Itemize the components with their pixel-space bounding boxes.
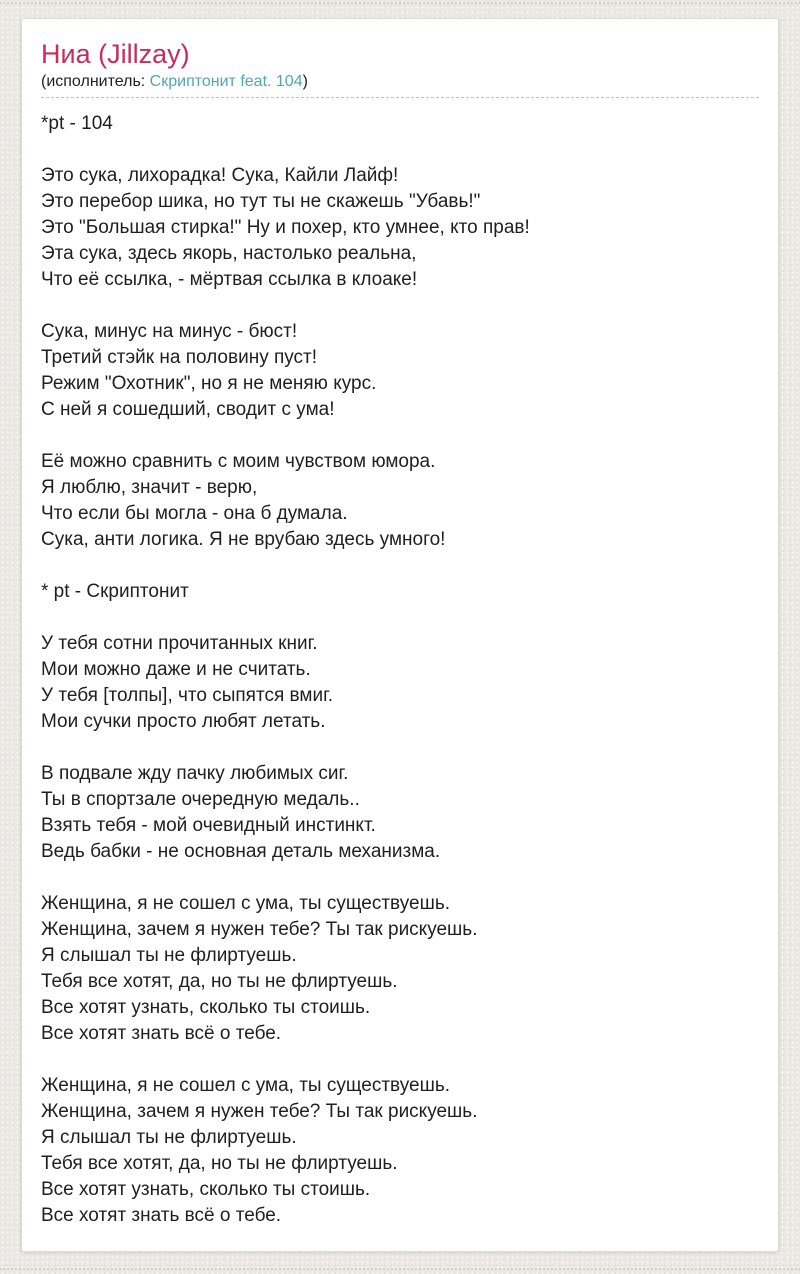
lyrics-line: Я люблю, значит - верю,	[41, 477, 258, 498]
lyrics-line: У тебя [толпы], что сыпятся вмиг.	[41, 685, 333, 706]
lyrics-line: Все хотят узнать, сколько ты стоишь.	[41, 997, 371, 1018]
lyrics-line: Женщина, я не сошел с ума, ты существуешь.	[41, 1075, 450, 1096]
stanza	[41, 163, 759, 293]
lyrics-line: Взять тебя - мой очевидный инстинкт.	[41, 815, 376, 836]
lyrics-line: Что её ссылка, - мёртвая ссылка в клоаке!	[41, 269, 418, 290]
lyrics-line: Эта сука, здесь якорь, настолько реальна,	[41, 243, 417, 264]
lyrics-line: Что если бы могла - она б думала.	[41, 503, 348, 524]
artist-line	[41, 70, 759, 98]
lyrics-line: Я слышал ты не флиртуешь.	[41, 945, 297, 966]
stanza	[41, 579, 759, 605]
page-title: Ниа (Jillzay)	[41, 39, 190, 69]
lyrics-line: *pt - 104	[41, 113, 113, 134]
artist-label-prefix: (исполнитель:	[41, 73, 150, 90]
lyrics-line: Мои сучки просто любят летать.	[41, 711, 326, 732]
lyrics-card	[21, 18, 779, 1252]
lyrics-line: Сука, минус на минус - бюст!	[41, 321, 298, 342]
lyrics-line: У тебя сотни прочитанных книг.	[41, 633, 318, 654]
stanza	[41, 1073, 759, 1229]
lyrics-line: С ней я сошедший, сводит с ума!	[41, 399, 335, 420]
lyrics-line: Все хотят узнать, сколько ты стоишь.	[41, 1179, 371, 1200]
stanza	[41, 111, 759, 137]
artist-link[interactable]: Скриптонит feat. 104	[149, 73, 303, 90]
lyrics-line: Женщина, я не сошел с ума, ты существуешь.	[41, 893, 450, 914]
lyrics-line: Женщина, зачем я нужен тебе? Ты так рискуешь.	[41, 1101, 478, 1122]
lyrics-line: В подвале жду пачку любимых сиг.	[41, 763, 349, 784]
lyrics-line: Это перебор шика, но тут ты не скажешь "Убавь!"	[41, 191, 481, 212]
lyrics-line: Тебя все хотят, да, но ты не флиртуешь.	[41, 971, 398, 992]
bottom-stitch-line	[0, 1268, 800, 1270]
lyrics-line: Я слышал ты не флиртуешь.	[41, 1127, 297, 1148]
lyrics-line: Режим "Охотник", но я не меняю курс.	[41, 373, 377, 394]
lyrics-line: * pt - Скриптонит	[41, 581, 189, 602]
lyrics-line: Все хотят знать всё о тебе.	[41, 1023, 282, 1044]
stanza	[41, 761, 759, 865]
stanza	[41, 319, 759, 423]
lyrics-line: Это "Большая стирка!" Ну и похер, кто умнее, кто прав!	[41, 217, 530, 238]
lyrics-line: Тебя все хотят, да, но ты не флиртуешь.	[41, 1153, 398, 1174]
lyrics-line: Все хотят знать всё о тебе.	[41, 1205, 282, 1226]
top-stitch-line	[0, 2, 800, 4]
lyrics-line: Сука, анти логика. Я не врубаю здесь умного!	[41, 529, 446, 550]
lyrics-line: Мои можно даже и не считать.	[41, 659, 311, 680]
lyrics-line: Ты в спортзале очередную медаль..	[41, 789, 360, 810]
lyrics-line: Это сука, лихорадка! Сука, Кайли Лайф!	[41, 165, 399, 186]
stanza	[41, 891, 759, 1047]
lyrics-line: Ведь бабки - не основная деталь механизма.	[41, 841, 441, 862]
stanza	[41, 449, 759, 553]
lyrics-line: Третий стэйк на половину пуст!	[41, 347, 318, 368]
lyrics-text	[41, 111, 759, 1229]
artist-label-suffix: )	[302, 73, 308, 90]
lyrics-line: Её можно сравнить с моим чувством юмора.	[41, 451, 436, 472]
lyrics-line: Женщина, зачем я нужен тебе? Ты так рискуешь.	[41, 919, 478, 940]
stanza	[41, 631, 759, 735]
